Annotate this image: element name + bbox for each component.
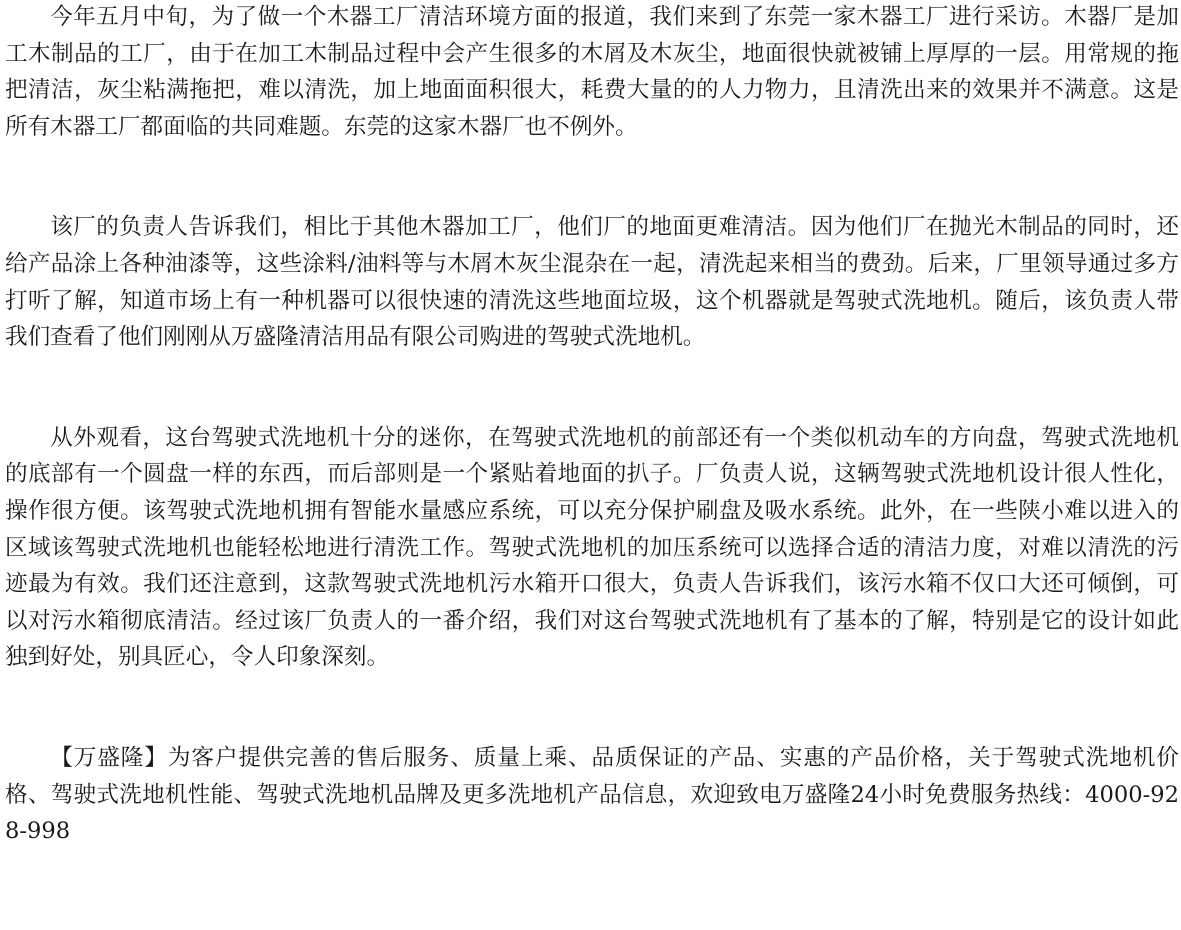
paragraph-company-contact: 【万盛隆】为客户提供完善的售后服务、质量上乘、品质保证的产品、实惠的产品价格，关于驾驶式洗地机价格、驾驶式洗地机性能、驾驶式洗地机品牌及更多洗地机产品信息，欢迎致电万盛隆24小时免费服务热线：4000-928-998 [5,744,1179,845]
paragraph-machine-description: 从外观看，这台驾驶式洗地机十分的迷你，在驾驶式洗地机的前部还有一个类似机动车的方向盘，驾驶式洗地机的底部有一个圆盘一样的东西，而后部则是一个紧贴着地面的扒子。厂负责人说，这辆驾驶式洗地机设计很人性化，操作很方便。该驾驶式洗地机拥有智能水量感应系统，可以充分保护刷盘及吸水系统。此外，在一些陕小难以进入的区域该驾驶式洗地机也能轻松地进行清洗工作。驾驶式洗地机的加压系统可以选择合适的清洁力度，对难以清洗的污迹最为有效。我们还注意到，这款驾驶式洗地机污水箱开口很大，负责人告诉我们，该污水箱不仅口大还可倾倒，可以对污水箱彻底清洁。经过该厂负责人的一番介绍，我们对这台驾驶式洗地机有了基本的了解，特别是它的设计如此独到好处，别具匠心，令人印象深刻。 [5,424,1179,671]
paragraph-spacer [5,676,1179,740]
paragraph-manager-account: 该厂的负责人告诉我们，相比于其他木器加工厂，他们厂的地面更难清洁。因为他们厂在抛光木制品的同时，还给产品涂上各种油漆等，这些涂料/油料等与木屑木灰尘混杂在一起，清洗起来相当的费劲。后来，厂里领导通过多方打听了解，知道市场上有一种机器可以很快速的清洗这些地面垃圾，这个机器就是驾驶式洗地机。随后，该负责人带我们查看了他们刚刚从万盛隆清洁用品有限公司购进的驾驶式洗地机。 [5,214,1179,351]
paragraph-spacer [5,145,1179,209]
paragraph-intro: 今年五月中旬，为了做一个木器工厂清洁环境方面的报道，我们来到了东莞一家木器工厂进行采访。木器厂是加工木制品的工厂，由于在加工木制品过程中会产生很多的木屑及木灰尘，地面很快就被铺上厚厚的一层。用常规的拖把清洁，灰尘粘满拖把，难以清洗，加上地面面积很大，耗费大量的的人力物力，且清洗出来的效果并不满意。这是所有木器工厂都面临的共同难题。东莞的这家木器厂也不例外。 [5,4,1179,140]
paragraph-spacer [5,356,1179,420]
